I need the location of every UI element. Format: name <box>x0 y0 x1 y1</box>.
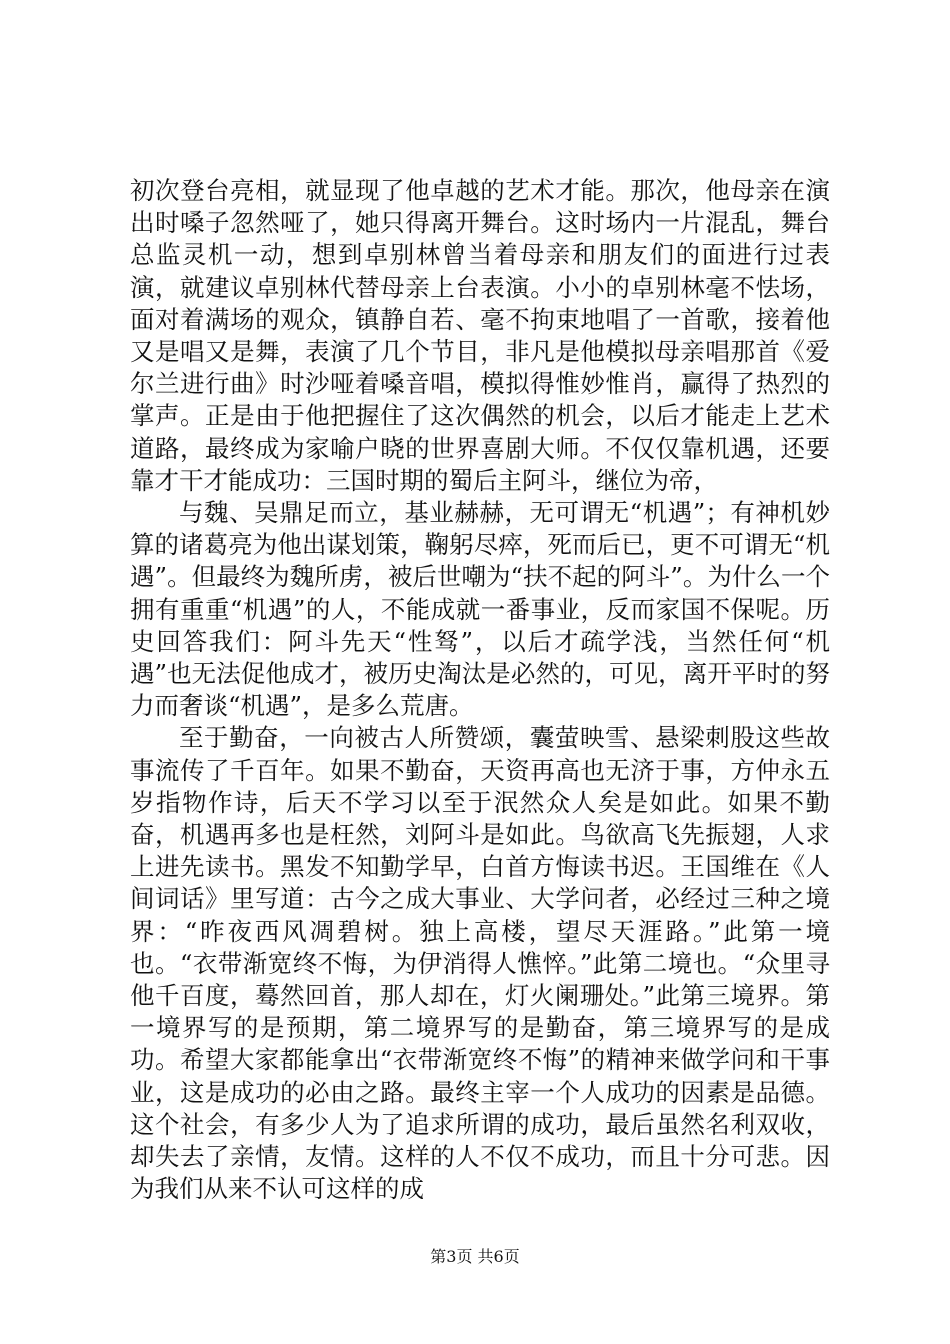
paragraph-3: 至于勤奋，一向被古人所赞颂，囊萤映雪、悬梁刺股这些故事流传了千百年。如果不勤奋，天资再高也无济于事，方仲永五岁指物作诗，后天不学习以至于泯然众人矣是如此。如果不勤奋，机遇再多也是枉然，刘阿斗是如此。鸟欲高飞先振翅，人求上进先读书。黑发不知勤学早，白首方悔读书迟。王国维在《人间词话》里写道：古今之成大事业、大学问者，必经过三种之境界：“昨夜西风凋碧树。独上高楼，望尽天涯路。”此第一境也。“衣带渐宽终不悔，为伊消得人憔悴。”此第二境也。“众里寻他千百度，蓦然回首，那人却在，灯火阑珊处。”此第三境界。第一境界写的是预期，第二境界写的是勤奋，第三境界写的是成功。希望大家都能拿出“衣带渐宽终不悔”的精神来做学问和干事业，这是成功的必由之路。最终主宰一个人成功的因素是品德。这个社会，有多少人为了追求所谓的成功，最后虽然名利双收，却失去了亲情，友情。这样的人不仅不成功，而且十分可悲。因为我们从来不认可这样的成 <box>130 723 830 1204</box>
page-footer: 第3页 共6页 <box>430 1247 520 1266</box>
paragraph-1: 初次登台亮相，就显现了他卓越的艺术才能。那次，他母亲在演出时嗓子忽然哑了，她只得离开舞台。这时场内一片混乱，舞台总监灵机一动，想到卓别林曾当着母亲和朋友们的面进行过表演，就建议卓别林代替母亲上台表演。小小的卓别林毫不怯场，面对着满场的观众，镇静自若、毫不拘束地唱了一首歌，接着他又是唱又是舞，表演了几个节目，非凡是他模拟母亲唱那首《爱尔兰进行曲》时沙哑着嗓音唱，模拟得惟妙惟肖，赢得了热烈的掌声。正是由于他把握住了这次偶然的机会，以后才能走上艺术道路，最终成为家喻户晓的世界喜剧大师。不仅仅靠机遇，还要靠才干才能成功：三国时期的蜀后主阿斗，继位为帝， <box>130 176 830 495</box>
document-body <box>130 175 830 1206</box>
paragraph-2: 与魏、吴鼎足而立，基业赫赫，无可谓无“机遇”；有神机妙算的诸葛亮为他出谋划策，鞠躬尽瘁，死而后已，更不可谓无“机遇”。但最终为魏所虏，被后世嘲为“扶不起的阿斗”。为什么一个拥有重重“机遇”的人，不能成就一番事业，反而家国不保呢。历史回答我们：阿斗先天“性驽”，以后才疏学浅，当然任何“机遇”也无法促他成才，被历史淘汰是必然的，可见，离开平时的努力而奢谈“机遇”，是多么荒唐。 <box>130 498 830 721</box>
